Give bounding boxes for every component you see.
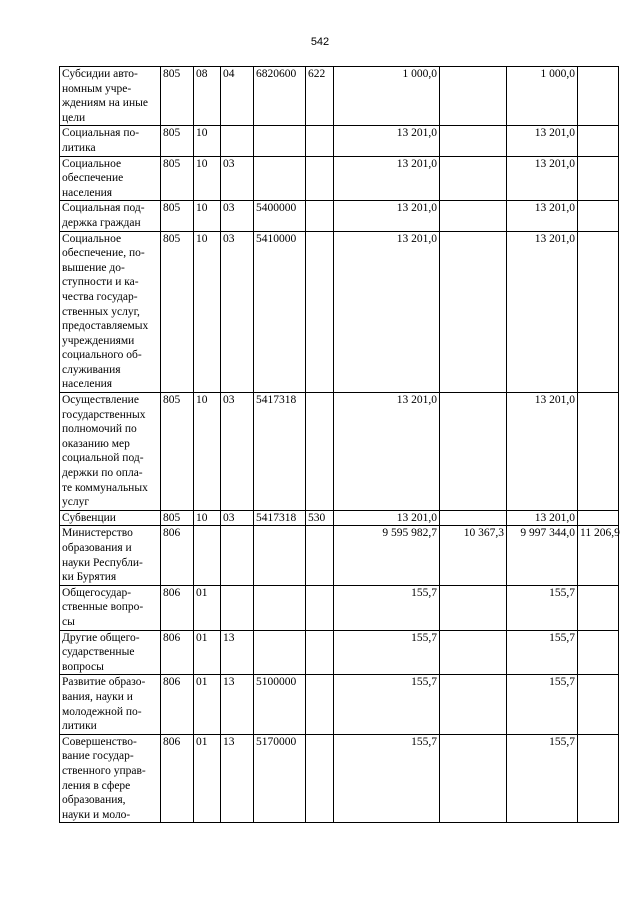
item-name-line: молодежной по- (62, 705, 142, 718)
subsection-cell: 03 (221, 393, 254, 511)
expense-type-cell (306, 526, 334, 585)
amount-cell-3: 13 201,0 (507, 126, 578, 156)
section-cell: 01 (194, 675, 221, 734)
subsection-cell: 13 (221, 734, 254, 823)
item-name-line: Другие общего- (62, 631, 140, 644)
item-name-line: ждениям на иные (62, 97, 148, 110)
table-row (60, 126, 619, 156)
section-cell: 01 (194, 585, 221, 630)
amount-cell-4 (578, 585, 619, 630)
subsection-cell (221, 526, 254, 585)
item-name-line: вания, науки и (62, 690, 133, 703)
item-name-cell (60, 126, 161, 156)
amount-cell-4 (578, 201, 619, 231)
item-name-line: государственных (62, 408, 146, 421)
item-name-line: Субвенции (62, 511, 116, 524)
table-row (60, 231, 619, 393)
subsection-cell: 04 (221, 67, 254, 126)
target-article-cell: 5100000 (254, 675, 306, 734)
amount-cell-2 (440, 67, 507, 126)
item-name-line: учреждениями (62, 334, 135, 347)
item-name-line: номным учре- (62, 82, 132, 95)
grbs-cell: 805 (161, 201, 194, 231)
target-article-cell (254, 526, 306, 585)
item-name-line: сы (62, 615, 75, 628)
expense-type-cell (306, 126, 334, 156)
amount-cell-2 (440, 126, 507, 156)
item-name-line: Общегосудар- (62, 586, 132, 599)
item-name-line: ления в сфере (62, 779, 131, 792)
table-row (60, 156, 619, 201)
amount-cell-1: 13 201,0 (334, 126, 440, 156)
item-name-line: Социальное (62, 157, 122, 170)
item-name-line: населения (62, 186, 113, 199)
grbs-cell: 806 (161, 630, 194, 675)
amount-cell-3: 1 000,0 (507, 67, 578, 126)
amount-cell-3: 155,7 (507, 630, 578, 675)
section-cell: 10 (194, 126, 221, 156)
item-name-line: Социальная по- (62, 127, 140, 140)
table-row (60, 510, 619, 526)
amount-cell-3: 155,7 (507, 734, 578, 823)
item-name-line: Министерство (62, 527, 133, 540)
item-name-line: вышение до- (62, 261, 125, 274)
amount-cell-1: 13 201,0 (334, 393, 440, 511)
grbs-cell: 806 (161, 675, 194, 734)
expense-type-cell (306, 231, 334, 393)
expense-type-cell: 530 (306, 510, 334, 526)
amount-cell-1: 155,7 (334, 675, 440, 734)
table-row (60, 630, 619, 675)
grbs-cell: 805 (161, 67, 194, 126)
amount-cell-4 (578, 156, 619, 201)
amount-cell-3: 13 201,0 (507, 156, 578, 201)
expense-type-cell (306, 585, 334, 630)
target-article-cell (254, 630, 306, 675)
subsection-cell: 03 (221, 231, 254, 393)
amount-cell-1: 13 201,0 (334, 510, 440, 526)
budget-table (59, 66, 619, 823)
amount-cell-2 (440, 156, 507, 201)
item-name-line: те коммунальных (62, 481, 148, 494)
section-cell: 01 (194, 630, 221, 675)
amount-cell-3: 13 201,0 (507, 201, 578, 231)
item-name-line: науки Республи- (62, 556, 143, 569)
table-row (60, 585, 619, 630)
item-name-cell (60, 630, 161, 675)
subsection-cell (221, 585, 254, 630)
item-name-cell (60, 67, 161, 126)
item-name-cell (60, 510, 161, 526)
item-name-line: населения (62, 378, 113, 391)
table-row (60, 393, 619, 511)
item-name-line: вопросы (62, 660, 104, 673)
amount-cell-1: 1 000,0 (334, 67, 440, 126)
grbs-cell: 805 (161, 231, 194, 393)
item-name-line: держки по опла- (62, 467, 143, 480)
amount-cell-2 (440, 585, 507, 630)
table-row (60, 67, 619, 126)
amount-cell-4 (578, 67, 619, 126)
expense-type-cell: 622 (306, 67, 334, 126)
subsection-cell: 13 (221, 630, 254, 675)
subsection-cell: 13 (221, 675, 254, 734)
page-number: 542 (310, 36, 330, 48)
item-name-line: предоставляемых (62, 320, 149, 333)
amount-cell-1: 155,7 (334, 734, 440, 823)
item-name-line: Совершенство- (62, 735, 137, 748)
item-name-line: социальной под- (62, 452, 144, 465)
subsection-cell: 03 (221, 156, 254, 201)
item-name-line: Социальная под- (62, 202, 145, 215)
target-article-cell: 6820600 (254, 67, 306, 126)
amount-cell-2 (440, 201, 507, 231)
item-name-line: цели (62, 111, 86, 124)
expense-type-cell (306, 156, 334, 201)
subsection-cell: 03 (221, 510, 254, 526)
item-name-line: держка граждан (62, 216, 141, 229)
item-name-line: Осуществление (62, 394, 139, 407)
grbs-cell: 805 (161, 126, 194, 156)
amount-cell-2 (440, 675, 507, 734)
item-name-cell (60, 201, 161, 231)
amount-cell-4 (578, 126, 619, 156)
target-article-cell (254, 126, 306, 156)
item-name-line: социального об- (62, 349, 142, 362)
grbs-cell: 806 (161, 526, 194, 585)
amount-cell-1: 13 201,0 (334, 231, 440, 393)
section-cell: 08 (194, 67, 221, 126)
amount-cell-4 (578, 630, 619, 675)
section-cell: 10 (194, 156, 221, 201)
item-name-line: литики (62, 720, 97, 733)
item-name-line: ки Бурятия (62, 571, 117, 584)
item-name-line: литика (62, 141, 96, 154)
target-article-cell: 5417318 (254, 510, 306, 526)
amount-cell-4 (578, 231, 619, 393)
amount-cell-2 (440, 231, 507, 393)
amount-cell-3: 13 201,0 (507, 231, 578, 393)
amount-cell-2: 10 367,3 (440, 526, 507, 585)
section-cell: 10 (194, 510, 221, 526)
amount-cell-3: 155,7 (507, 675, 578, 734)
amount-cell-1: 155,7 (334, 585, 440, 630)
amount-cell-3: 9 997 344,0 (507, 526, 578, 585)
item-name-line: ственных услуг, (62, 305, 140, 318)
amount-cell-4 (578, 510, 619, 526)
table-row (60, 201, 619, 231)
section-cell (194, 526, 221, 585)
target-article-cell: 5410000 (254, 231, 306, 393)
grbs-cell: 805 (161, 156, 194, 201)
item-name-line: служивания (62, 363, 121, 376)
item-name-line: образования и (62, 542, 132, 554)
amount-cell-1: 13 201,0 (334, 201, 440, 231)
item-name-line: ственного управ- (62, 764, 146, 777)
target-article-cell: 5417318 (254, 393, 306, 511)
item-name-cell (60, 585, 161, 630)
amount-cell-2 (440, 630, 507, 675)
item-name-cell (60, 675, 161, 734)
item-name-line: чества государ- (62, 290, 138, 303)
grbs-cell: 806 (161, 734, 194, 823)
amount-cell-2 (440, 393, 507, 511)
item-name-cell (60, 231, 161, 393)
item-name-line: вание государ- (62, 750, 134, 763)
amount-cell-1: 155,7 (334, 630, 440, 675)
item-name-line: Социальное (62, 232, 122, 245)
amount-cell-4 (578, 675, 619, 734)
item-name-line: ступности и ка- (62, 276, 139, 289)
amount-cell-1: 9 595 982,7 (334, 526, 440, 585)
target-article-cell (254, 156, 306, 201)
section-cell: 01 (194, 734, 221, 823)
grbs-cell: 806 (161, 585, 194, 630)
expense-type-cell (306, 675, 334, 734)
expense-type-cell (306, 393, 334, 511)
item-name-line: обеспечение, по- (62, 247, 145, 260)
expense-type-cell (306, 734, 334, 823)
item-name-cell (60, 526, 161, 585)
section-cell: 10 (194, 393, 221, 511)
item-name-line: услуг (62, 496, 90, 509)
amount-cell-4: 11 206,9 (578, 526, 619, 585)
subsection-cell (221, 126, 254, 156)
item-name-cell (60, 393, 161, 511)
expense-type-cell (306, 630, 334, 675)
item-name-line: полномочий по (62, 423, 137, 436)
section-cell: 10 (194, 201, 221, 231)
target-article-cell: 5400000 (254, 201, 306, 231)
grbs-cell: 805 (161, 393, 194, 511)
table-row (60, 734, 619, 823)
item-name-line: оказанию мер (62, 437, 130, 450)
item-name-line: обеспечение (62, 172, 124, 185)
amount-cell-4 (578, 393, 619, 511)
item-name-line: Развитие образо- (62, 676, 146, 689)
table-body (60, 67, 619, 823)
item-name-line: науки и моло- (62, 808, 131, 821)
subsection-cell: 03 (221, 201, 254, 231)
amount-cell-3: 13 201,0 (507, 393, 578, 511)
target-article-cell (254, 585, 306, 630)
item-name-line: ственные вопро- (62, 601, 144, 614)
amount-cell-2 (440, 510, 507, 526)
amount-cell-4 (578, 734, 619, 823)
amount-cell-3: 155,7 (507, 585, 578, 630)
section-cell: 10 (194, 231, 221, 393)
expense-type-cell (306, 201, 334, 231)
item-name-cell (60, 734, 161, 823)
item-name-cell (60, 156, 161, 201)
grbs-cell: 805 (161, 510, 194, 526)
item-name-line: Субсидии авто- (62, 68, 138, 80)
table-row (60, 526, 619, 585)
amount-cell-3: 13 201,0 (507, 510, 578, 526)
item-name-line: сударственные (62, 646, 135, 659)
target-article-cell: 5170000 (254, 734, 306, 823)
item-name-line: образования, (62, 794, 126, 807)
amount-cell-2 (440, 734, 507, 823)
amount-cell-1: 13 201,0 (334, 156, 440, 201)
table-row (60, 675, 619, 734)
